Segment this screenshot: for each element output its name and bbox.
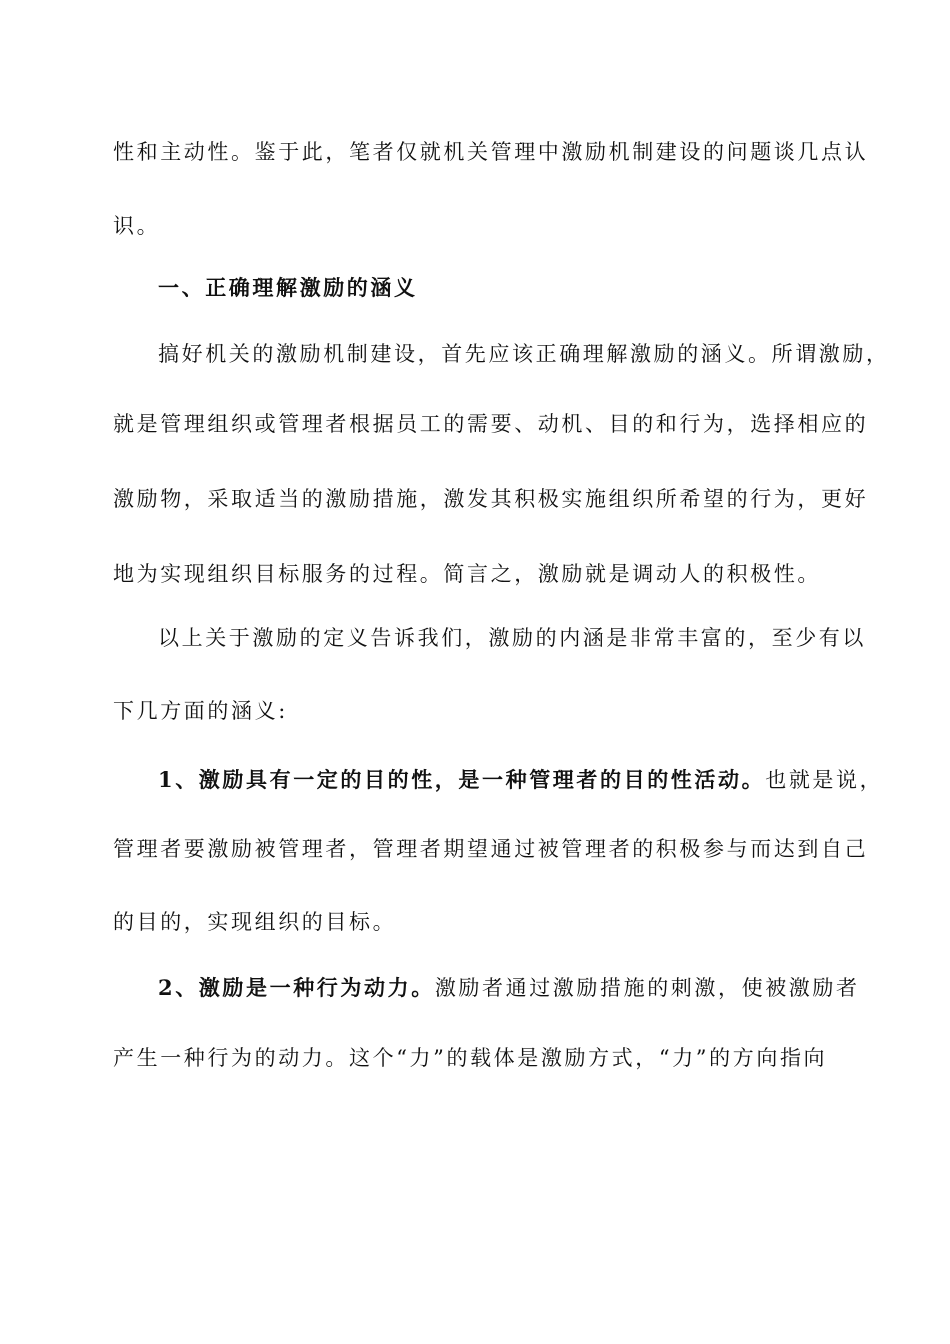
text: 就是管理组织或管理者根据员工的需要、动机、目的和行为，选择相应的: [113, 412, 869, 436]
body-text-line: [113, 137, 868, 167]
point-emphasis: 2、激励是一种行为动力。: [158, 975, 435, 1000]
heading-text: 一、正确理解激励的涵义: [158, 275, 418, 300]
text: 下几方面的涵义:: [113, 699, 288, 723]
body-text-line: [113, 907, 396, 937]
paragraph-first-line: [158, 339, 890, 369]
text: 地为实现组织目标服务的过程。简言之，激励就是调动人的积极性。: [113, 562, 821, 586]
numbered-point-2: [158, 973, 860, 1003]
body-text-line: [113, 1043, 827, 1073]
text: 性和主动性。鉴于此，笔者仅就机关管理中激励机制建设的问题谈几点认: [113, 140, 869, 164]
paragraph-first-line: [158, 623, 866, 653]
body-text-line: [113, 409, 868, 439]
text: 搞好机关的激励机制建设，首先应该正确理解激励的涵义。所谓激励，: [158, 342, 890, 366]
text: 识。: [113, 214, 161, 238]
numbered-point-1: [158, 765, 883, 795]
point-emphasis: 1、激励具有一定的目的性，是一种管理者的目的性活动。: [158, 767, 766, 792]
body-text-line: [113, 696, 288, 726]
point-continuation: 也就是说，: [765, 768, 884, 792]
text: 的目的，实现组织的目标。: [113, 910, 397, 934]
body-text-line: [113, 559, 821, 589]
body-text-line: [113, 834, 868, 864]
text: 以上关于激励的定义告诉我们，激励的内涵是非常丰富的，至少有以: [158, 626, 866, 650]
text: 产生一种行为的动力。这个“力”的载体是激励方式，“力”的方向指向: [113, 1046, 828, 1070]
body-text-line: [113, 484, 868, 514]
text: 激励物，采取适当的激励措施，激发其积极实施组织所希望的行为，更好: [113, 487, 869, 511]
section-heading: [158, 273, 418, 303]
body-text-line: [113, 211, 160, 241]
text: 管理者要激励被管理者，管理者期望通过被管理者的积极参与而达到自己: [113, 837, 869, 861]
point-continuation: 激励者通过激励措施的刺激，使被激励者: [434, 976, 860, 1000]
